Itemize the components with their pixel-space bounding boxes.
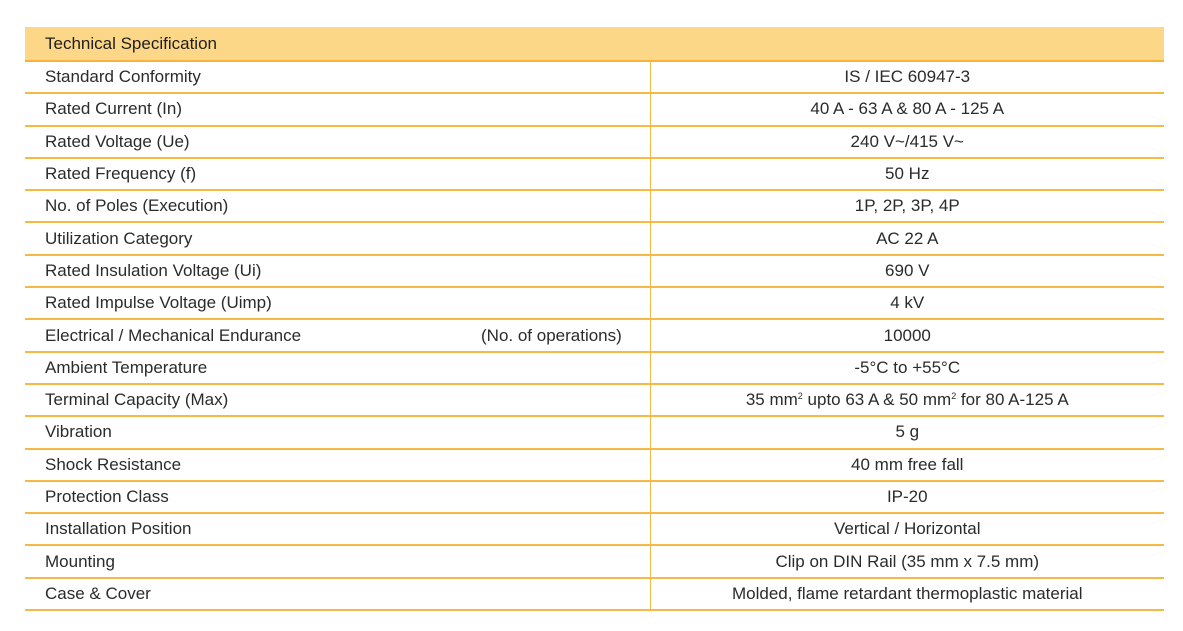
row-note: (No. of operations) xyxy=(481,325,622,345)
table-row xyxy=(25,287,1164,319)
row-value: 1P, 2P, 3P, 4P xyxy=(650,190,1164,222)
row-label: Shock Resistance xyxy=(25,449,650,481)
row-value: Molded, flame retardant thermoplastic material xyxy=(650,578,1164,610)
row-value xyxy=(650,384,1164,416)
table-row xyxy=(25,513,1164,545)
spec-table xyxy=(25,27,1164,611)
spec-header-row xyxy=(25,27,1164,61)
row-label: Ambient Temperature xyxy=(25,352,650,384)
table-row xyxy=(25,545,1164,577)
row-value: 10000 xyxy=(650,319,1164,351)
table-row xyxy=(25,255,1164,287)
row-value: IP-20 xyxy=(650,481,1164,513)
row-value: IS / IEC 60947-3 xyxy=(650,61,1164,93)
superscript: 2 xyxy=(797,391,803,402)
row-label: Terminal Capacity (Max) xyxy=(25,384,650,416)
row-label: Utilization Category xyxy=(25,222,650,254)
row-value: Vertical / Horizontal xyxy=(650,513,1164,545)
row-label: Electrical / Mechanical Endurance xyxy=(45,325,302,345)
row-label: Case & Cover xyxy=(25,578,650,610)
row-value: 690 V xyxy=(650,255,1164,287)
row-label: Installation Position xyxy=(25,513,650,545)
row-value: -5°C to +55°C xyxy=(650,352,1164,384)
table-row xyxy=(25,352,1164,384)
row-value: 4 kV xyxy=(650,287,1164,319)
row-value: 240 V~/415 V~ xyxy=(650,126,1164,158)
table-row xyxy=(25,222,1164,254)
row-value: 40 mm free fall xyxy=(650,449,1164,481)
row-label: Rated Current (In) xyxy=(25,93,650,125)
row-value: 5 g xyxy=(650,416,1164,448)
table-row xyxy=(25,190,1164,222)
table-row xyxy=(25,158,1164,190)
table-row xyxy=(25,481,1164,513)
table-row xyxy=(25,93,1164,125)
table-row xyxy=(25,126,1164,158)
value-part: upto 63 A & 50 mm xyxy=(802,390,952,410)
value-part: 35 mm xyxy=(745,390,798,410)
row-label: Rated Voltage (Ue) xyxy=(25,126,650,158)
table-row xyxy=(25,319,1164,351)
spec-table-title: Technical Specification xyxy=(25,27,1164,61)
row-value: AC 22 A xyxy=(650,222,1164,254)
row-label: Mounting xyxy=(25,545,650,577)
row-label: Rated Impulse Voltage (Uimp) xyxy=(25,287,650,319)
row-label-cell xyxy=(25,319,650,351)
table-row xyxy=(25,578,1164,610)
row-label: Rated Insulation Voltage (Ui) xyxy=(25,255,650,287)
row-value: 40 A - 63 A & 80 A - 125 A xyxy=(650,93,1164,125)
table-row xyxy=(25,384,1164,416)
superscript: 2 xyxy=(951,391,957,402)
row-value: Clip on DIN Rail (35 mm x 7.5 mm) xyxy=(650,545,1164,577)
row-label: Protection Class xyxy=(25,481,650,513)
row-label: No. of Poles (Execution) xyxy=(25,190,650,222)
row-label: Rated Frequency (f) xyxy=(25,158,650,190)
value-part: for 80 A-125 A xyxy=(956,390,1069,410)
table-row xyxy=(25,416,1164,448)
table-row xyxy=(25,61,1164,93)
table-row xyxy=(25,449,1164,481)
row-label: Vibration xyxy=(25,416,650,448)
row-label: Standard Conformity xyxy=(25,61,650,93)
row-value: 50 Hz xyxy=(650,158,1164,190)
